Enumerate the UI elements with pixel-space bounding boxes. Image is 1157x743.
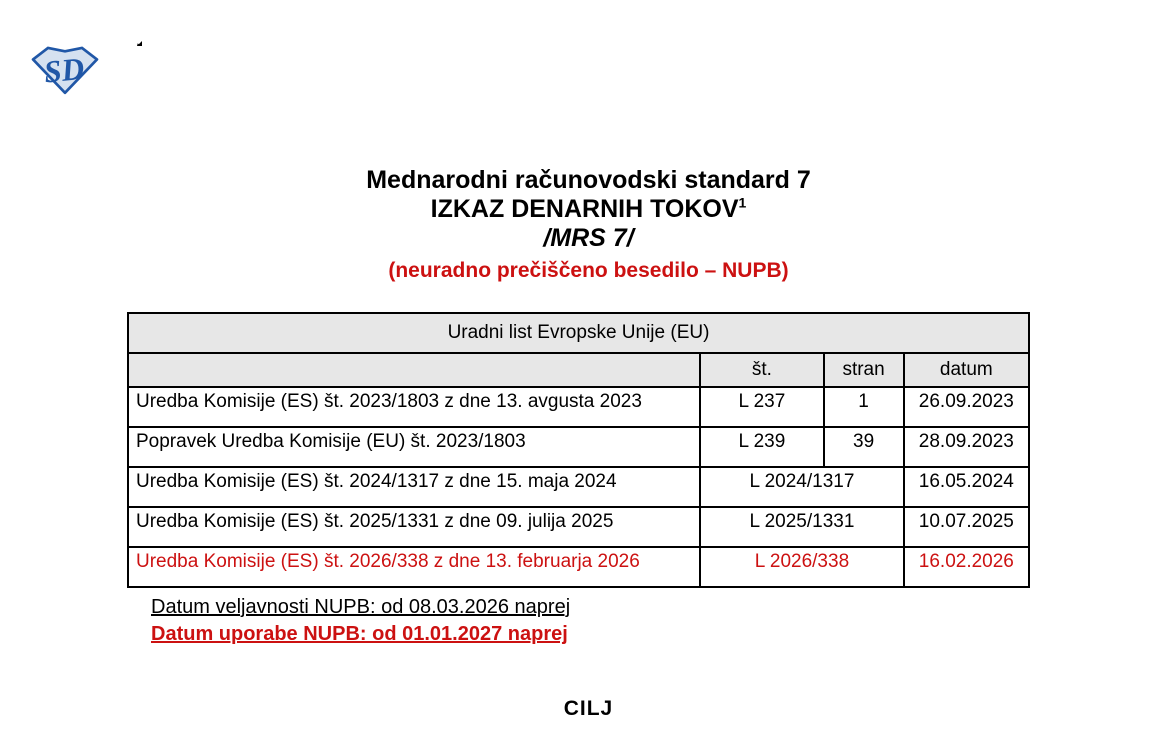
official-journal-table-wrap [127, 312, 1030, 588]
table-row-highlighted [128, 547, 1029, 587]
subtitle-nupb: (neuradno prečiščeno besedilo – NUPB) [388, 259, 789, 282]
row-description: Popravek Uredba Komisije (EU) št. 2023/1803 [128, 427, 700, 467]
page-title-line1: Mednarodni računovodski standard 7 [366, 166, 811, 194]
row-page: 39 [824, 427, 904, 467]
table-caption: Uradni list Evropske Unije (EU) [128, 313, 1029, 353]
row-description: Uredba Komisije (ES) št. 2026/338 z dne 13. februarja 2026 [128, 547, 700, 587]
row-number: L 2026/338 [700, 547, 903, 587]
row-date: 26.09.2023 [904, 387, 1029, 427]
official-journal-table [127, 312, 1030, 588]
row-date: 10.07.2025 [904, 507, 1029, 547]
note-application-date: Datum uporabe NUPB: od 01.01.2027 naprej [151, 623, 568, 645]
row-number: L 2025/1331 [700, 507, 903, 547]
page-title-line3: /MRS 7/ [543, 224, 634, 252]
section-heading-cilj: CILJ [563, 697, 614, 720]
title-block [10, 166, 1157, 283]
row-number: L 237 [700, 387, 823, 427]
row-page: 1 [824, 387, 904, 427]
row-description: Uredba Komisije (ES) št. 2024/1317 z dne 15. maja 2024 [128, 467, 700, 507]
note-validity-date: Datum veljavnosti NUPB: od 08.03.2026 naprej [151, 596, 571, 618]
header-empty [128, 353, 700, 387]
row-date: 16.02.2026 [904, 547, 1029, 587]
row-date: 28.09.2023 [904, 427, 1029, 467]
row-number: L 2024/1317 [700, 467, 903, 507]
page-title-line2-text: IZKAZ DENARNIH TOKOV [430, 195, 739, 223]
header-st: št. [700, 353, 823, 387]
table-row [128, 427, 1029, 467]
row-description: Uredba Komisije (ES) št. 2023/1803 z dne 13. avgusta 2023 [128, 387, 700, 427]
logo-letters: SD [42, 50, 86, 90]
row-date: 16.05.2024 [904, 467, 1029, 507]
row-description: Uredba Komisije (ES) št. 2025/1331 z dne 09. julija 2025 [128, 507, 700, 547]
sd-diamond-logo-icon [31, 45, 99, 95]
header-datum: datum [904, 353, 1029, 387]
notes-block [151, 594, 570, 648]
table-row [128, 467, 1029, 507]
header-stran: stran [824, 353, 904, 387]
footnote-ref: 1 [738, 194, 747, 211]
stray-mark-icon [137, 41, 142, 46]
page-title-line2 [10, 195, 1157, 224]
table-header-row [128, 353, 1029, 387]
table-caption-row [128, 313, 1029, 353]
table-row [128, 387, 1029, 427]
table-row [128, 507, 1029, 547]
row-number: L 239 [700, 427, 823, 467]
